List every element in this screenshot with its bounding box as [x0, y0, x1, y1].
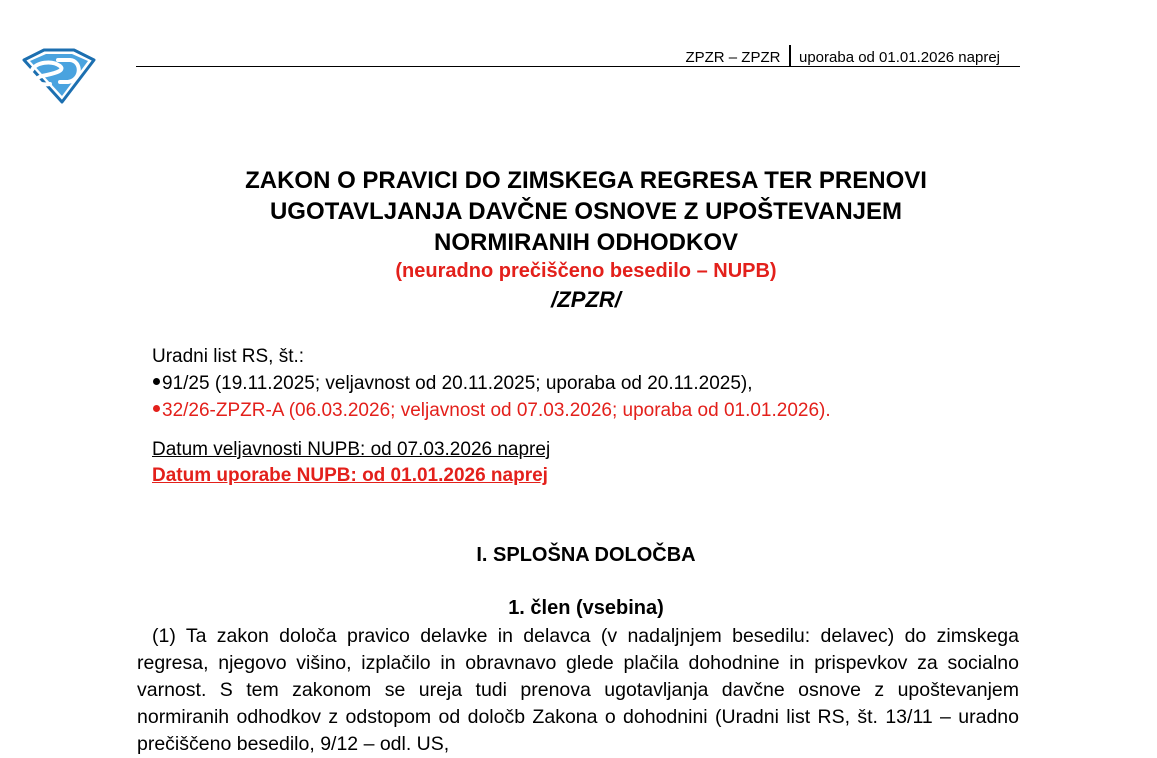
gazette-item: [152, 397, 831, 424]
gazette-item-text: 32/26-ZPZR-A (06.03.2026; veljavnost od 07.03.2026; uporaba od 01.01.2026).: [162, 400, 831, 421]
article-heading: 1. člen (vsebina): [508, 597, 664, 619]
article-paragraph-text: (1) Ta zakon določa pravico delavke in delavca (v nadaljnjem besedilu: delavec) do zimskega regresa, njegovo višino, izplačilo in obravnavo glede plačila dohodnine in prispevkov za socialno varnost. S tem zakonom se ureja tudi prenova ugotavljanja davčne osnove z upoštevanjem normiranih odhodkov z odstopom od določb Zakona o dohodnini (Uradni list RS, št. 13/11 – uradno prečiščeno besedilo, 9/12 – odl. US,: [137, 625, 1019, 755]
gazette-heading: Uradni list RS, št.:: [152, 346, 305, 367]
law-abbreviation: /ZPZR/: [551, 287, 621, 312]
gazette-item: [152, 370, 831, 397]
bullet-icon: [153, 405, 160, 412]
sd-logo-icon: [22, 46, 96, 104]
header-document-code: ZPZR – ZPZR: [685, 49, 781, 66]
gazette-item-text: 91/25 (19.11.2025; veljavnost od 20.11.2025; uporaba od 20.11.2025),: [162, 373, 753, 394]
header-text: [685, 45, 1000, 67]
law-subtitle: (neuradno prečiščeno besedilo – NUPB): [395, 260, 777, 282]
page-header: [136, 44, 1020, 67]
bullet-icon: [153, 378, 160, 385]
validity-date: Datum veljavnosti NUPB: od 07.03.2026 naprej: [152, 439, 551, 460]
nupb-dates: [152, 437, 550, 489]
section-heading: I. SPLOŠNA DOLOČBA: [476, 544, 696, 566]
header-application-date: uporaba od 01.01.2026 naprej: [798, 49, 1000, 66]
application-date: Datum uporabe NUPB: od 01.01.2026 naprej: [152, 465, 548, 486]
official-gazette-list: [152, 343, 831, 424]
article-paragraph: [137, 623, 1019, 758]
header-separator: [789, 45, 791, 67]
law-title: [136, 165, 1036, 258]
law-title-line: UGOTAVLJANJA DAVČNE OSNOVE Z UPOŠTEVANJEM: [269, 198, 903, 225]
law-title-line: ZAKON O PRAVICI DO ZIMSKEGA REGRESA TER PRENOVI: [245, 167, 927, 194]
law-title-line: NORMIRANIH ODHODKOV: [434, 229, 738, 256]
